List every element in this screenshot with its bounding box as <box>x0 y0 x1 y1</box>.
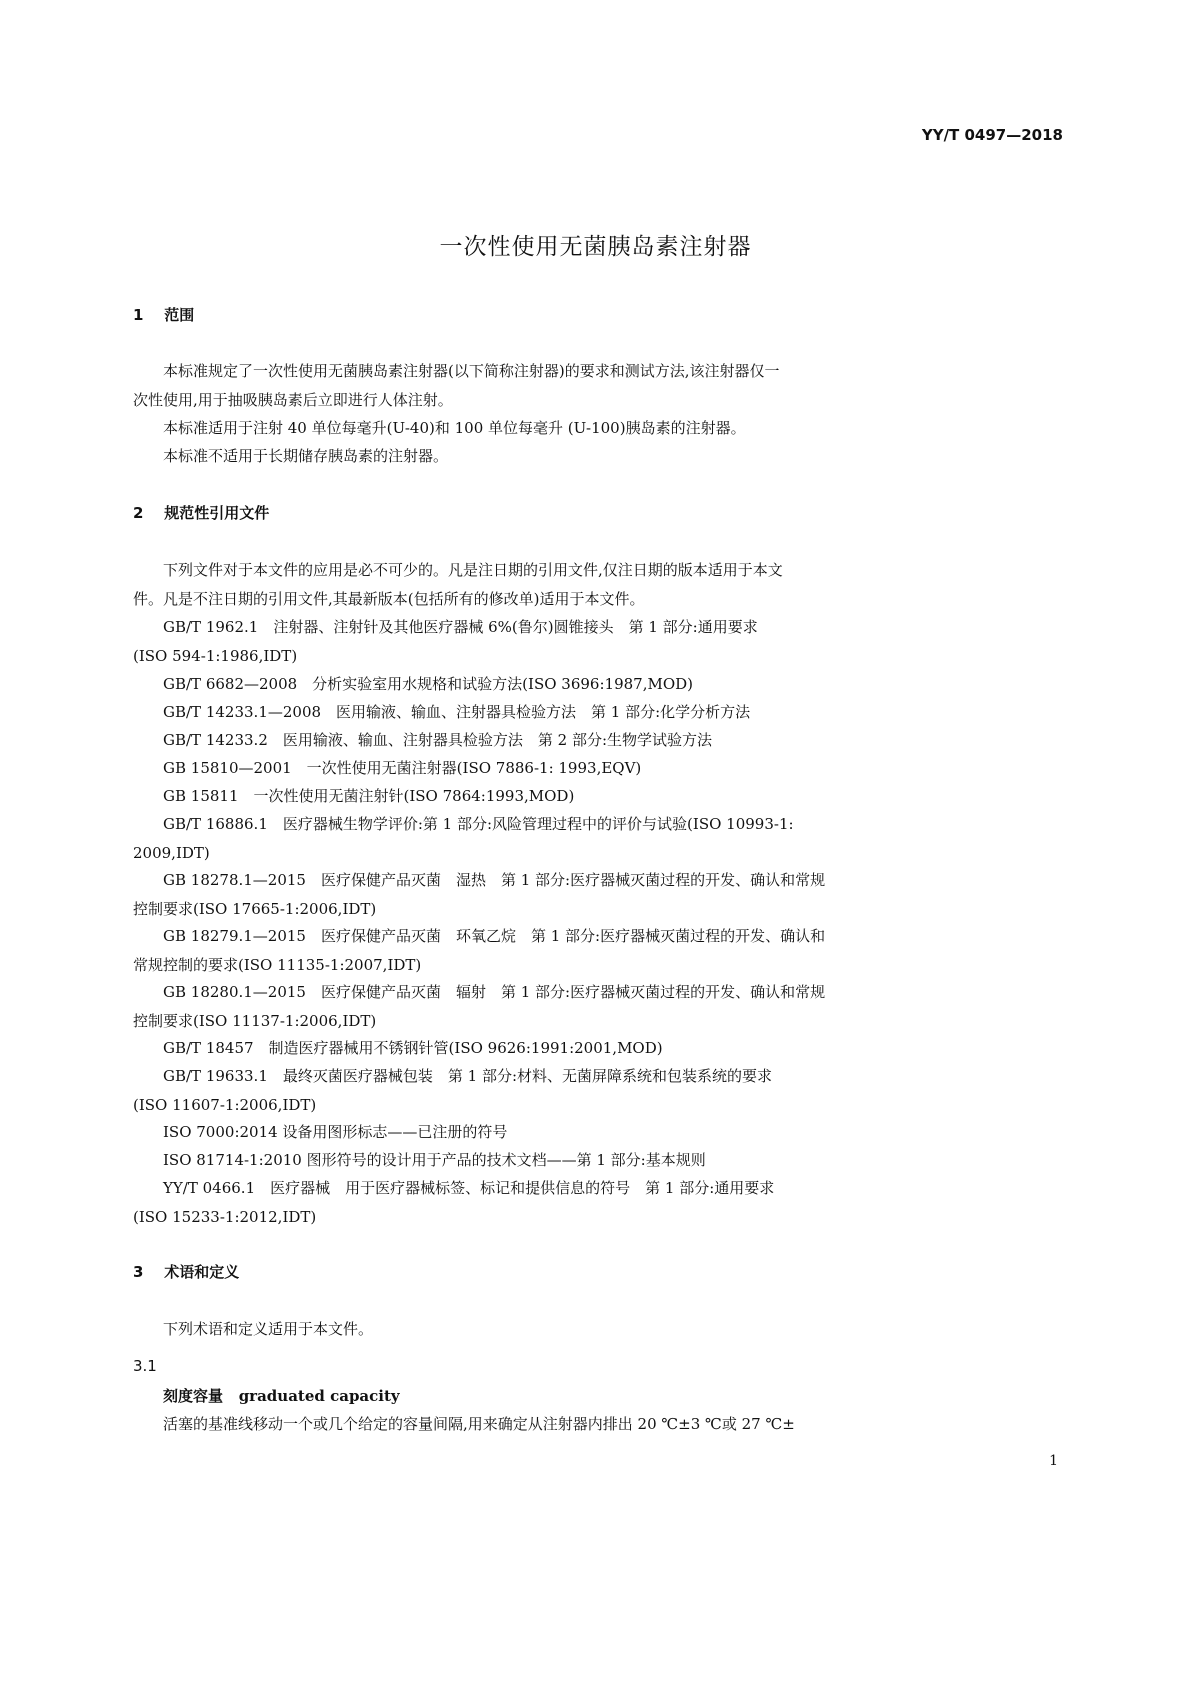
section-3-heading <box>133 1261 239 1282</box>
document-title: 一次性使用无菌胰岛素注射器 <box>439 234 752 260</box>
reference-continuation: 常规控制的要求(ISO 11135-1:2007,IDT) <box>133 956 422 974</box>
section-1-paragraph-2 <box>133 414 1058 443</box>
reference-line: GB/T 18457 制造医疗器械用不锈钢针管(ISO 9626:1991:2001,MOD) <box>163 1039 663 1057</box>
reference-line: GB/T 1962.1 注射器、注射针及其他医疗器械 6%(鲁尔)圆锥接头 第 1 部分:通用要求 <box>163 618 758 636</box>
reference-item <box>133 810 1058 868</box>
term-name <box>163 1385 400 1406</box>
section-2-intro <box>133 556 1058 614</box>
reference-item <box>133 1062 1058 1120</box>
section-2-heading <box>133 502 269 523</box>
reference-item <box>133 726 1058 755</box>
reference-item <box>133 1146 1058 1175</box>
reference-line: GB 18279.1—2015 医疗保健产品灭菌 环氧乙烷 第 1 部分:医疗器械灭菌过程的开发、确认和 <box>163 927 826 945</box>
section-2-title: 规范性引用文件 <box>164 504 270 522</box>
reference-line: ISO 81714-1:2010 图形符号的设计用于产品的技术文档——第 1 部分:基本规则 <box>163 1151 706 1169</box>
section-3-intro-text: 下列术语和定义适用于本文件。 <box>163 1320 374 1338</box>
reference-line: GB 18280.1—2015 医疗保健产品灭菌 辐射 第 1 部分:医疗器械灭菌过程的开发、确认和常规 <box>163 983 826 1001</box>
reference-line: GB 15811 一次性使用无菌注射针(ISO 7864:1993,MOD) <box>163 787 575 805</box>
reference-line: GB/T 6682—2008 分析实验室用水规格和试验方法(ISO 3696:1987,MOD) <box>163 675 694 693</box>
reference-item <box>133 1034 1058 1063</box>
reference-line: GB 15810—2001 一次性使用无菌注射器(ISO 7886-1: 1993,EQV) <box>163 759 642 777</box>
reference-item <box>133 782 1058 811</box>
reference-line: ISO 7000:2014 设备用图形标志——已注册的符号 <box>163 1123 508 1141</box>
section-1-p1-line1: 本标准规定了一次性使用无菌胰岛素注射器(以下简称注射器)的要求和测试方法,该注射器仅一 <box>163 362 780 380</box>
reference-item <box>133 670 1058 699</box>
reference-line: GB/T 14233.1—2008 医用输液、输血、注射器具检验方法 第 1 部分:化学分析方法 <box>163 703 751 721</box>
section-1-title: 范围 <box>164 306 195 324</box>
standard-code-header: YY/T 0497—2018 <box>921 126 1063 144</box>
section-3-title: 术语和定义 <box>164 1263 240 1281</box>
section-3-intro <box>133 1315 1058 1344</box>
reference-item <box>133 613 1058 671</box>
reference-line: GB/T 16886.1 医疗器械生物学评价:第 1 部分:风险管理过程中的评价与试验(ISO 10993-1: <box>163 815 794 833</box>
section-1-heading <box>133 304 194 325</box>
reference-item <box>133 754 1058 783</box>
section-1-p2: 本标准适用于注射 40 单位每毫升(U-40)和 100 单位每毫升 (U-100)胰岛素的注射器。 <box>163 419 746 437</box>
section-2-number: 2 <box>133 504 144 522</box>
reference-line: GB/T 14233.2 医用输液、输血、注射器具检验方法 第 2 部分:生物学试验方法 <box>163 731 712 749</box>
section-1-number: 1 <box>133 306 144 324</box>
reference-continuation: 控制要求(ISO 17665-1:2006,IDT) <box>133 900 377 918</box>
reference-item <box>133 1118 1058 1147</box>
reference-item <box>133 978 1058 1036</box>
page-number: 1 <box>1049 1453 1058 1469</box>
section-2-intro-line1: 下列文件对于本文件的应用是必不可少的。凡是注日期的引用文件,仅注日期的版本适用于本文 <box>163 561 783 579</box>
reference-continuation: (ISO 594-1:1986,IDT) <box>133 647 298 665</box>
reference-line: GB 18278.1—2015 医疗保健产品灭菌 湿热 第 1 部分:医疗器械灭菌过程的开发、确认和常规 <box>163 871 826 889</box>
section-2-intro-line2: 件。凡是不注日期的引用文件,其最新版本(包括所有的修改单)适用于本文件。 <box>133 590 645 608</box>
reference-item <box>133 1174 1058 1232</box>
reference-item <box>133 866 1058 924</box>
term-name-zh: 刻度容量 <box>163 1387 224 1405</box>
term-number: 3.1 <box>133 1357 157 1375</box>
reference-continuation: 控制要求(ISO 11137-1:2006,IDT) <box>133 1012 377 1030</box>
reference-item <box>133 922 1058 980</box>
reference-item <box>133 698 1058 727</box>
section-1-p3: 本标准不适用于长期储存胰岛素的注射器。 <box>163 447 449 465</box>
reference-continuation: (ISO 11607-1:2006,IDT) <box>133 1096 317 1114</box>
section-1-paragraph-1 <box>133 357 1058 415</box>
term-definition: 活塞的基准线移动一个或几个给定的容量间隔,用来确定从注射器内排出 20 ℃±3 ℃或 27 ℃± <box>163 1415 795 1433</box>
section-1-p1-line2: 次性使用,用于抽吸胰岛素后立即进行人体注射。 <box>133 391 453 409</box>
reference-line: GB/T 19633.1 最终灭菌医疗器械包装 第 1 部分:材料、无菌屏障系统和包装系统的要求 <box>163 1067 772 1085</box>
term-name-en: graduated capacity <box>238 1387 400 1405</box>
reference-continuation: (ISO 15233-1:2012,IDT) <box>133 1208 317 1226</box>
section-3-number: 3 <box>133 1263 144 1281</box>
reference-continuation: 2009,IDT) <box>133 844 210 862</box>
reference-line: YY/T 0466.1 医疗器械 用于医疗器械标签、标记和提供信息的符号 第 1 部分:通用要求 <box>163 1179 775 1197</box>
section-1-paragraph-3 <box>133 442 1058 471</box>
